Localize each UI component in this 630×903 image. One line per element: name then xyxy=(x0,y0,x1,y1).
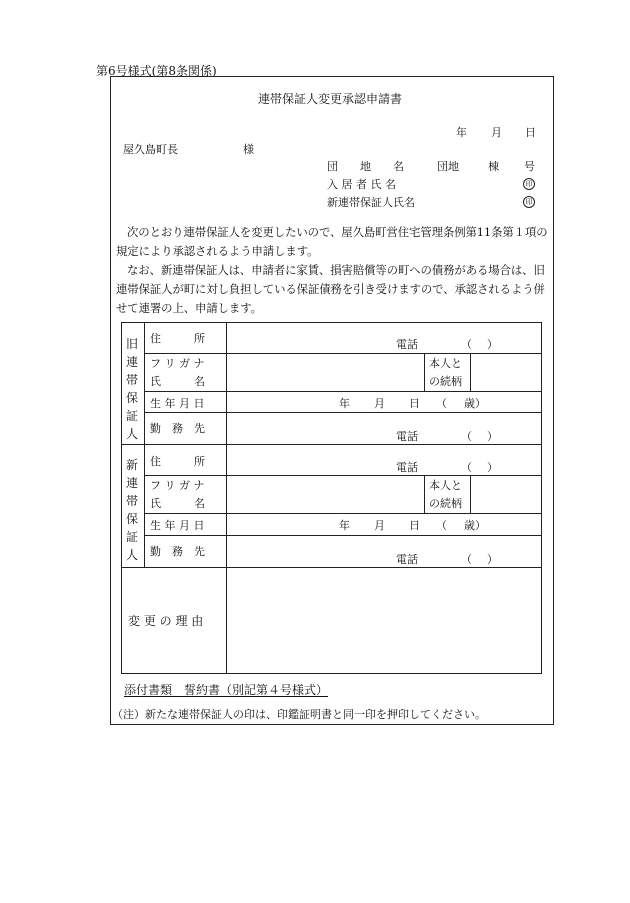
old-age: 歳） xyxy=(464,397,486,410)
old-relation-label: 本人と xyxy=(429,357,462,370)
old-relation-label-2: の続柄 xyxy=(429,375,462,388)
addressee-honorific: 様 xyxy=(243,143,254,156)
new-address-paren-close: ） xyxy=(487,461,498,474)
old-birth-label: 生 年 月 日 xyxy=(150,397,205,410)
new-birth-paren: （ xyxy=(436,519,447,532)
new-work-paren-open: （ xyxy=(461,553,472,566)
building-label: 棟 xyxy=(488,160,499,173)
new-birth-year: 年 xyxy=(339,519,350,532)
new-furigana-label: フ リ ガ ナ xyxy=(150,479,205,492)
old-address-paren-close: ） xyxy=(487,338,498,351)
new-work-phone: 電話 xyxy=(396,553,418,566)
old-work-label: 勤 務 先 xyxy=(150,422,205,435)
body-paragraph-2: なお、新連帯保証人は、申請者に家賃、損害賠償等の町への債務がある場合は、旧連帯保証人が町に対し負担している保証債務を引き受けますので、承認されるよう併せて連署の上、申請します。 xyxy=(116,263,545,315)
body-paragraph-1: 次のとおり連帯保証人を変更したいので、屋久島町営住宅管理条例第11条第１項の規定により承認されるよう申請します。 xyxy=(116,225,548,258)
old-birth-paren: （ xyxy=(436,397,447,410)
old-birth-day: 日 xyxy=(409,397,420,410)
new-birth-label: 生 年 月 日 xyxy=(150,519,205,532)
change-reason-label: 変 更 の 理 由 xyxy=(128,614,204,628)
old-name-label: 氏 名 xyxy=(150,375,205,388)
resident-name-label: 入 居 者 氏 名 xyxy=(327,178,396,191)
old-birth-month: 月 xyxy=(374,397,385,410)
new-guarantor-name-label: 新連帯保証人氏名 xyxy=(327,196,415,209)
room-label: 号 xyxy=(524,160,535,173)
new-address-label: 住 所 xyxy=(150,455,205,468)
new-birth-day: 日 xyxy=(409,519,420,532)
old-work-phone: 電話 xyxy=(396,430,418,443)
seal-icon: 印 xyxy=(523,196,535,208)
old-address-paren-open: （ xyxy=(461,338,472,351)
old-work-paren-open: （ xyxy=(461,430,472,443)
new-guarantor-label: 新 連 帯 保 証 人 xyxy=(125,458,138,562)
new-address-phone: 電話 xyxy=(396,461,418,474)
new-work-label: 勤 務 先 xyxy=(150,545,205,558)
new-address-paren-open: （ xyxy=(461,461,472,474)
old-address-label: 住 所 xyxy=(150,332,205,345)
attachments-line: 添付書類 誓約書（別記第４号様式） xyxy=(124,683,329,697)
new-age: 歳） xyxy=(464,519,486,532)
old-furigana-label: フ リ ガ ナ xyxy=(150,357,205,370)
new-work-paren-close: ） xyxy=(487,553,498,566)
date-month: 月 xyxy=(491,126,502,139)
new-name-label: 氏 名 xyxy=(150,497,205,510)
new-birth-month: 月 xyxy=(374,519,385,532)
note-line: （注）新たな連帯保証人の印は、印鑑証明書と同一印を押印してください。 xyxy=(112,708,486,721)
danchi-label: 団 地 名 xyxy=(327,160,404,173)
new-relation-label-2: の続柄 xyxy=(429,497,462,510)
form-title: 連帯保証人変更承認申請書 xyxy=(258,92,403,106)
old-birth-year: 年 xyxy=(339,397,350,410)
old-guarantor-label: 旧 連 帯 保 証 人 xyxy=(125,337,138,441)
addressee-name: 屋久島町長 xyxy=(123,143,178,156)
danchi-value: 団地 xyxy=(437,160,459,173)
date-day: 日 xyxy=(525,126,536,139)
date-year: 年 xyxy=(456,126,467,139)
old-address-phone: 電話 xyxy=(396,338,418,351)
new-relation-label: 本人と xyxy=(429,479,462,492)
seal-icon: 印 xyxy=(523,178,535,190)
form-number: 第6号様式(第8条関係) xyxy=(96,64,217,78)
old-work-paren-close: ） xyxy=(487,430,498,443)
